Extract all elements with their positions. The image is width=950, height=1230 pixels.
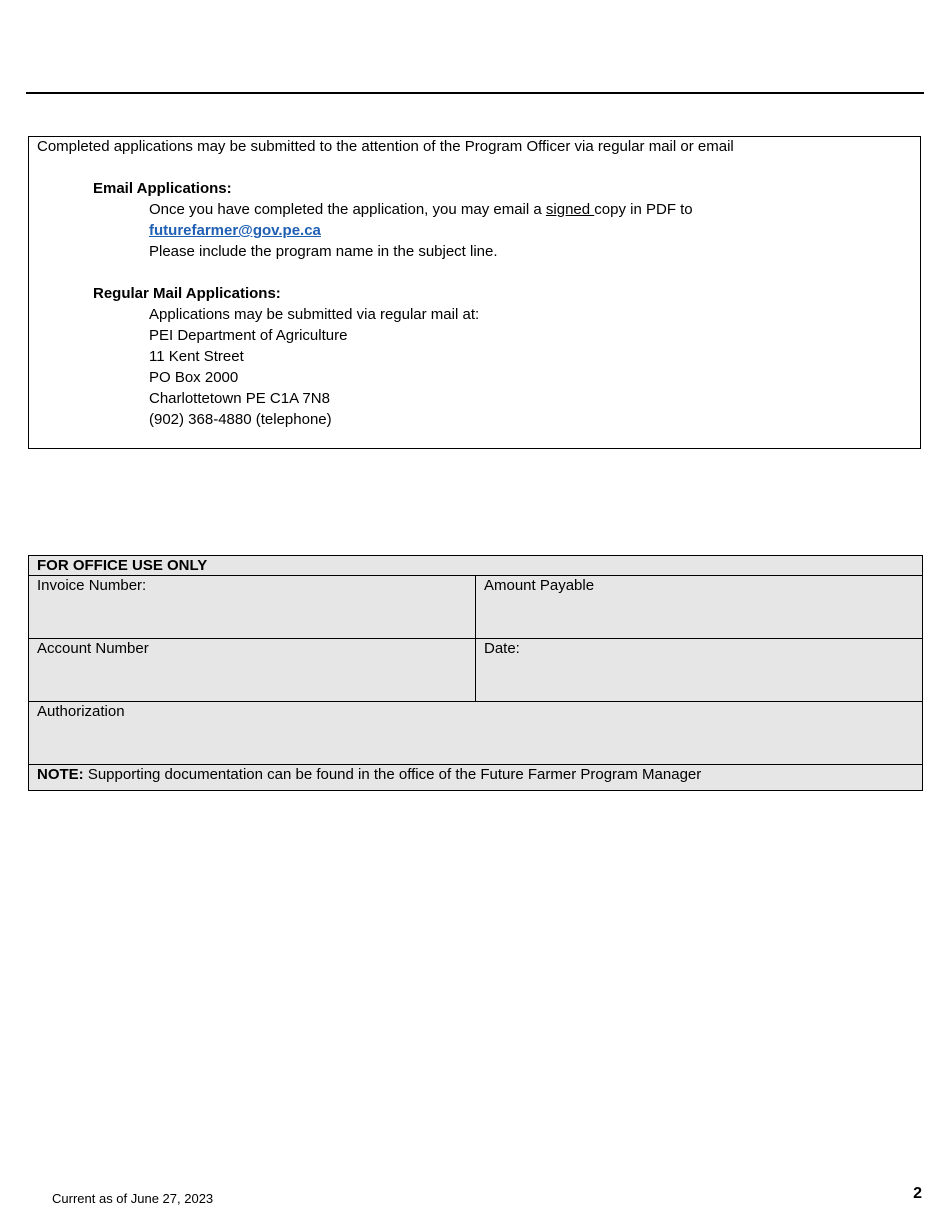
email-address-line [149, 222, 321, 240]
page-number: 2 [913, 1185, 922, 1202]
office-row-note [29, 765, 923, 791]
note-text: Supporting documentation can be found in the office of the Future Farmer Program Manager [83, 766, 702, 783]
subject-line-instruction: Please include the program name in the subject line. [149, 243, 498, 260]
invoice-number-field: Invoice Number: [29, 576, 476, 639]
submission-instructions-box [28, 136, 921, 449]
mail-line-telephone: (902) 368-4880 (telephone) [149, 411, 332, 428]
office-use-header-row [29, 556, 923, 576]
email-instructions-text: Once you have completed the application, you may email a [149, 201, 546, 218]
office-use-title: FOR OFFICE USE ONLY [29, 556, 923, 576]
current-as-of-footer: Current as of June 27, 2023 [52, 1191, 214, 1206]
note-label: NOTE: [37, 766, 84, 783]
email-instructions-text-end: copy in PDF to [594, 201, 693, 218]
office-row-account [29, 639, 923, 702]
mail-line-street: 11 Kent Street [149, 348, 244, 365]
email-applications-heading: Email Applications: [93, 180, 232, 197]
signed-emphasis: signed [545, 201, 595, 218]
office-row-authorization [29, 702, 923, 765]
mail-line-intro: Applications may be submitted via regular mail at: [149, 306, 480, 323]
mail-line-city: Charlottetown PE C1A 7N8 [149, 390, 330, 407]
mail-line-department: PEI Department of Agriculture [149, 327, 348, 344]
email-instructions-line [149, 201, 693, 219]
office-use-table [28, 555, 923, 791]
mail-line-po-box: PO Box 2000 [149, 369, 239, 386]
authorization-field: Authorization [29, 702, 923, 765]
email-address-link[interactable]: futurefarmer@gov.pe.ca [149, 222, 321, 239]
amount-payable-field: Amount Payable [476, 576, 923, 639]
account-number-field: Account Number [29, 639, 476, 702]
submission-intro: Completed applications may be submitted to the attention of the Program Officer via regular mail or email [37, 138, 734, 155]
note-cell [29, 765, 923, 791]
mail-applications-heading: Regular Mail Applications: [93, 285, 281, 302]
office-row-invoice [29, 576, 923, 639]
date-field: Date: [476, 639, 923, 702]
header-rule [26, 92, 924, 94]
